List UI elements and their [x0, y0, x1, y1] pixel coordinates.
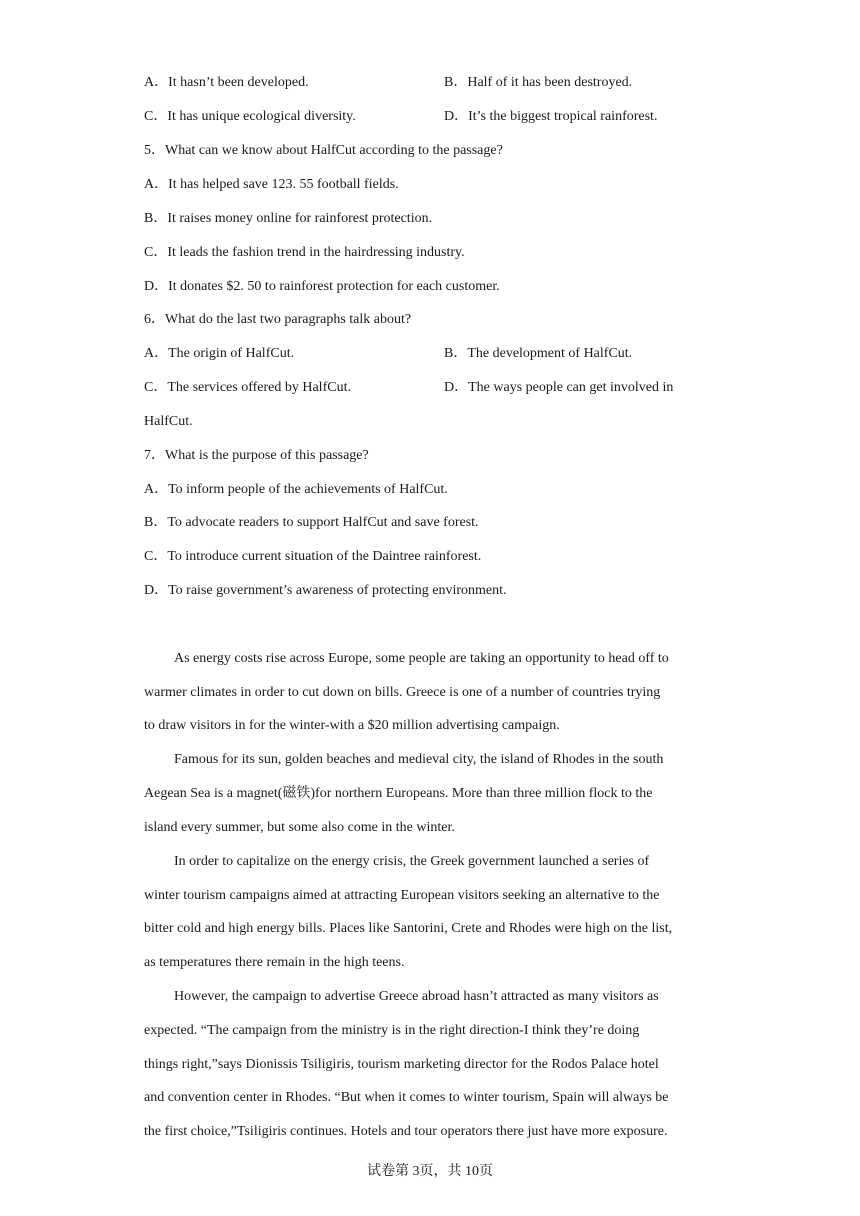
q6-option-b: B．The development of HalfCut.	[444, 346, 633, 361]
passage-line: as temperatures there remain in the high teens.	[144, 955, 405, 970]
q4-option-a: A．It hasn’t been developed.	[144, 75, 309, 90]
passage-line: and convention center in Rhodes. “But when it comes to winter tourism, Spain will always be	[144, 1090, 669, 1105]
passage-line: things right,”says Dionissis Tsiligiris, tourism marketing director for the Rodos Palace hotel	[144, 1057, 659, 1072]
q5-option-a: A．It has helped save 123. 55 football fields.	[144, 177, 399, 192]
passage-line: to draw visitors in for the winter-with a $20 million advertising campaign.	[144, 718, 560, 733]
page-footer: 试卷第 3页，共 10页	[367, 1164, 493, 1179]
passage-line: bitter cold and high energy bills. Places like Santorini, Crete and Rhodes were high on the list,	[144, 921, 673, 936]
q5-option-d: D．It donates $2. 50 to rainforest protection for each customer.	[144, 279, 500, 294]
q6-option-d: D．The ways people can get involved in	[444, 380, 674, 395]
passage-line: expected. “The campaign from the ministry is in the right direction-I think they’re doing	[144, 1023, 640, 1038]
q4-option-c: C．It has unique ecological diversity.	[144, 109, 356, 124]
q7-option-a: A．To inform people of the achievements of HalfCut.	[144, 482, 448, 497]
q6-option-d-continuation: HalfCut.	[144, 414, 193, 429]
passage-line: island every summer, but some also come in the winter.	[144, 820, 455, 835]
passage-line: the first choice,”Tsiligiris continues. Hotels and tour operators there just have more exposure.	[144, 1124, 668, 1139]
q7-option-d: D．To raise government’s awareness of protecting environment.	[144, 583, 507, 598]
q7-stem: 7．What is the purpose of this passage?	[144, 448, 369, 463]
q6-stem: 6．What do the last two paragraphs talk about?	[144, 312, 412, 327]
q4-option-b: B．Half of it has been destroyed.	[444, 75, 633, 90]
q5-option-c: C．It leads the fashion trend in the hairdressing industry.	[144, 245, 465, 260]
q7-option-c: C．To introduce current situation of the Daintree rainforest.	[144, 549, 482, 564]
passage-line: However, the campaign to advertise Greece abroad hasn’t attracted as many visitors as	[174, 989, 659, 1004]
q7-option-b: B．To advocate readers to support HalfCut and save forest.	[144, 515, 479, 530]
q6-option-c: C．The services offered by HalfCut.	[144, 380, 351, 395]
passage-line: winter tourism campaigns aimed at attracting European visitors seeking an alternative to the	[144, 888, 660, 903]
passage-line: In order to capitalize on the energy crisis, the Greek government launched a series of	[174, 854, 650, 869]
q5-stem: 5．What can we know about HalfCut according to the passage?	[144, 143, 503, 158]
passage-line: Famous for its sun, golden beaches and medieval city, the island of Rhodes in the south	[174, 752, 664, 767]
q4-option-d: D．It’s the biggest tropical rainforest.	[444, 109, 658, 124]
passage-line: Aegean Sea is a magnet(磁铁)for northern Europeans. More than three million flock to the	[144, 786, 653, 801]
passage-line: As energy costs rise across Europe, some people are taking an opportunity to head off to	[174, 651, 669, 666]
q6-option-a: A．The origin of HalfCut.	[144, 346, 295, 361]
passage-line: warmer climates in order to cut down on bills. Greece is one of a number of countries trying	[144, 685, 661, 700]
q5-option-b: B．It raises money online for rainforest protection.	[144, 211, 433, 226]
